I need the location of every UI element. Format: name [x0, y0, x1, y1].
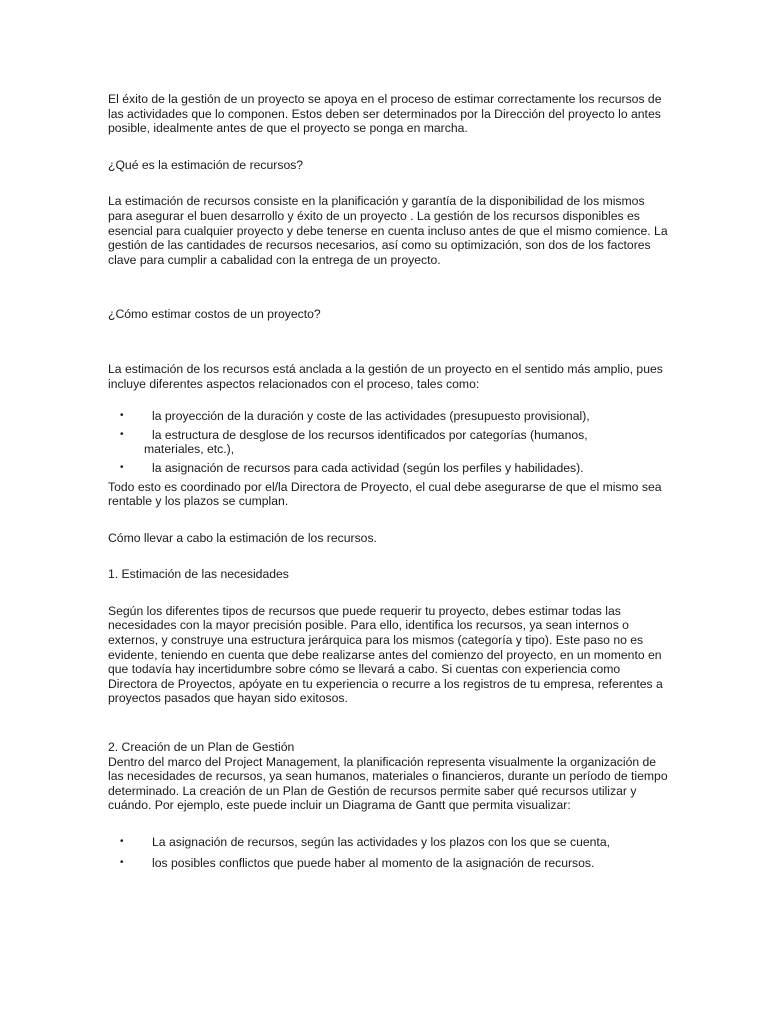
list-item [108, 409, 668, 424]
scope-paragraph: La estimación de los recursos está anclada a la gestión de un proyecto en el sentido más amplio, pues incluye diferentes aspectos relacionados con el proceso, tales como: [108, 361, 663, 391]
needs-paragraph: Según los diferentes tipos de recursos que puede requerir tu proyecto, debes estimar todas las necesidades con la mayor precisión posible. Para ello, identifica los recursos, ya sean internos o externos, y construye una estructura jerárquica para los mismos (categoría y tipo). Este paso no es evidente, teniendo en cuenta que debe realizarse antes del comienzo del proyecto, en un momento en que todavía hay incertidumbre sobre cómo se llevará a cabo. Si cuentas con experiencia como Directora de Proyectos, apóyate en tu experiencia o recurre a los registros de tu empresa, referentes a proyectos pasados que hayan sido exitosos. [108, 603, 663, 706]
bullet-icon: • [120, 461, 124, 473]
coordination-paragraph: Todo esto es coordinado por el/la Directora de Proyecto, el cual debe asegurarse de que el mismo sea rentable y los plazos se cumplan. [108, 479, 662, 509]
list-item-text: la estructura de desglose de los recursos identificados por categorías (humanos, [152, 427, 588, 442]
plan-paragraph: Dentro del marco del Project Management, la planificación representa visualmente la organización de las necesidades de recursos, ya sean humanos, materiales o financieros, durante un período de tiempo determinado. La creación de un Plan de Gestión de recursos permite saber qué recursos utilizar y cuándo. Por ejemplo, este puede incluir un Diagrama de Gantt que permita visualizar: [108, 754, 668, 813]
list-item [108, 835, 668, 850]
question-heading-1: ¿Qué es la estimación de recursos? [108, 157, 304, 172]
bullet-icon: • [120, 428, 124, 440]
section-heading-1: 1. Estimación de las necesidades [108, 567, 289, 582]
list-item-continuation: materiales, etc.), [144, 442, 235, 457]
bullet-icon: • [120, 856, 124, 868]
aspects-list [108, 409, 668, 475]
list-item-text: La asignación de recursos, según las actividades y los plazos con los que se cuenta, [152, 835, 610, 849]
question-heading-2: ¿Cómo estimar costos de un proyecto? [108, 307, 321, 322]
list-item-text: los posibles conflictos que puede haber al momento de la asignación de recursos. [152, 855, 595, 870]
list-item-text: la proyección de la duración y coste de las actividades (presupuesto provisional), [152, 409, 590, 424]
list-item-text: la asignación de recursos para cada actividad (según los perfiles y habilidades). [152, 460, 584, 475]
section-heading-2: 2. Creación de un Plan de Gestión [108, 740, 295, 755]
question-heading-3: Cómo llevar a cabo la estimación de los recursos. [108, 530, 377, 545]
bullet-icon: • [120, 836, 124, 847]
list-item [108, 428, 668, 457]
definition-paragraph: La estimación de recursos consiste en la planificación y garantía de la disponibilidad de los mismos para asegurar el buen desarrollo y éxito de un proyecto . La gestión de los recursos disponibles es esencial para cualquier proyecto y debe tenerse en cuenta incluso antes de que el mismo comience. La gestión de las cantidades de recursos necesarios, así como su optimización, son dos de los factores clave para cumplir a cabalidad con la entrega de un proyecto. [108, 194, 668, 267]
list-item [108, 856, 668, 871]
intro-paragraph: El éxito de la gestión de un proyecto se apoya en el proceso de estimar correctamente los recursos de las actividades que lo componen. Estos deben ser determinados por la Dirección del proyecto lo antes posible, idealmente antes de que el proyecto se ponga en marcha. [108, 92, 662, 136]
gantt-list [108, 835, 668, 870]
list-item [108, 461, 668, 476]
bullet-icon: • [120, 410, 124, 422]
